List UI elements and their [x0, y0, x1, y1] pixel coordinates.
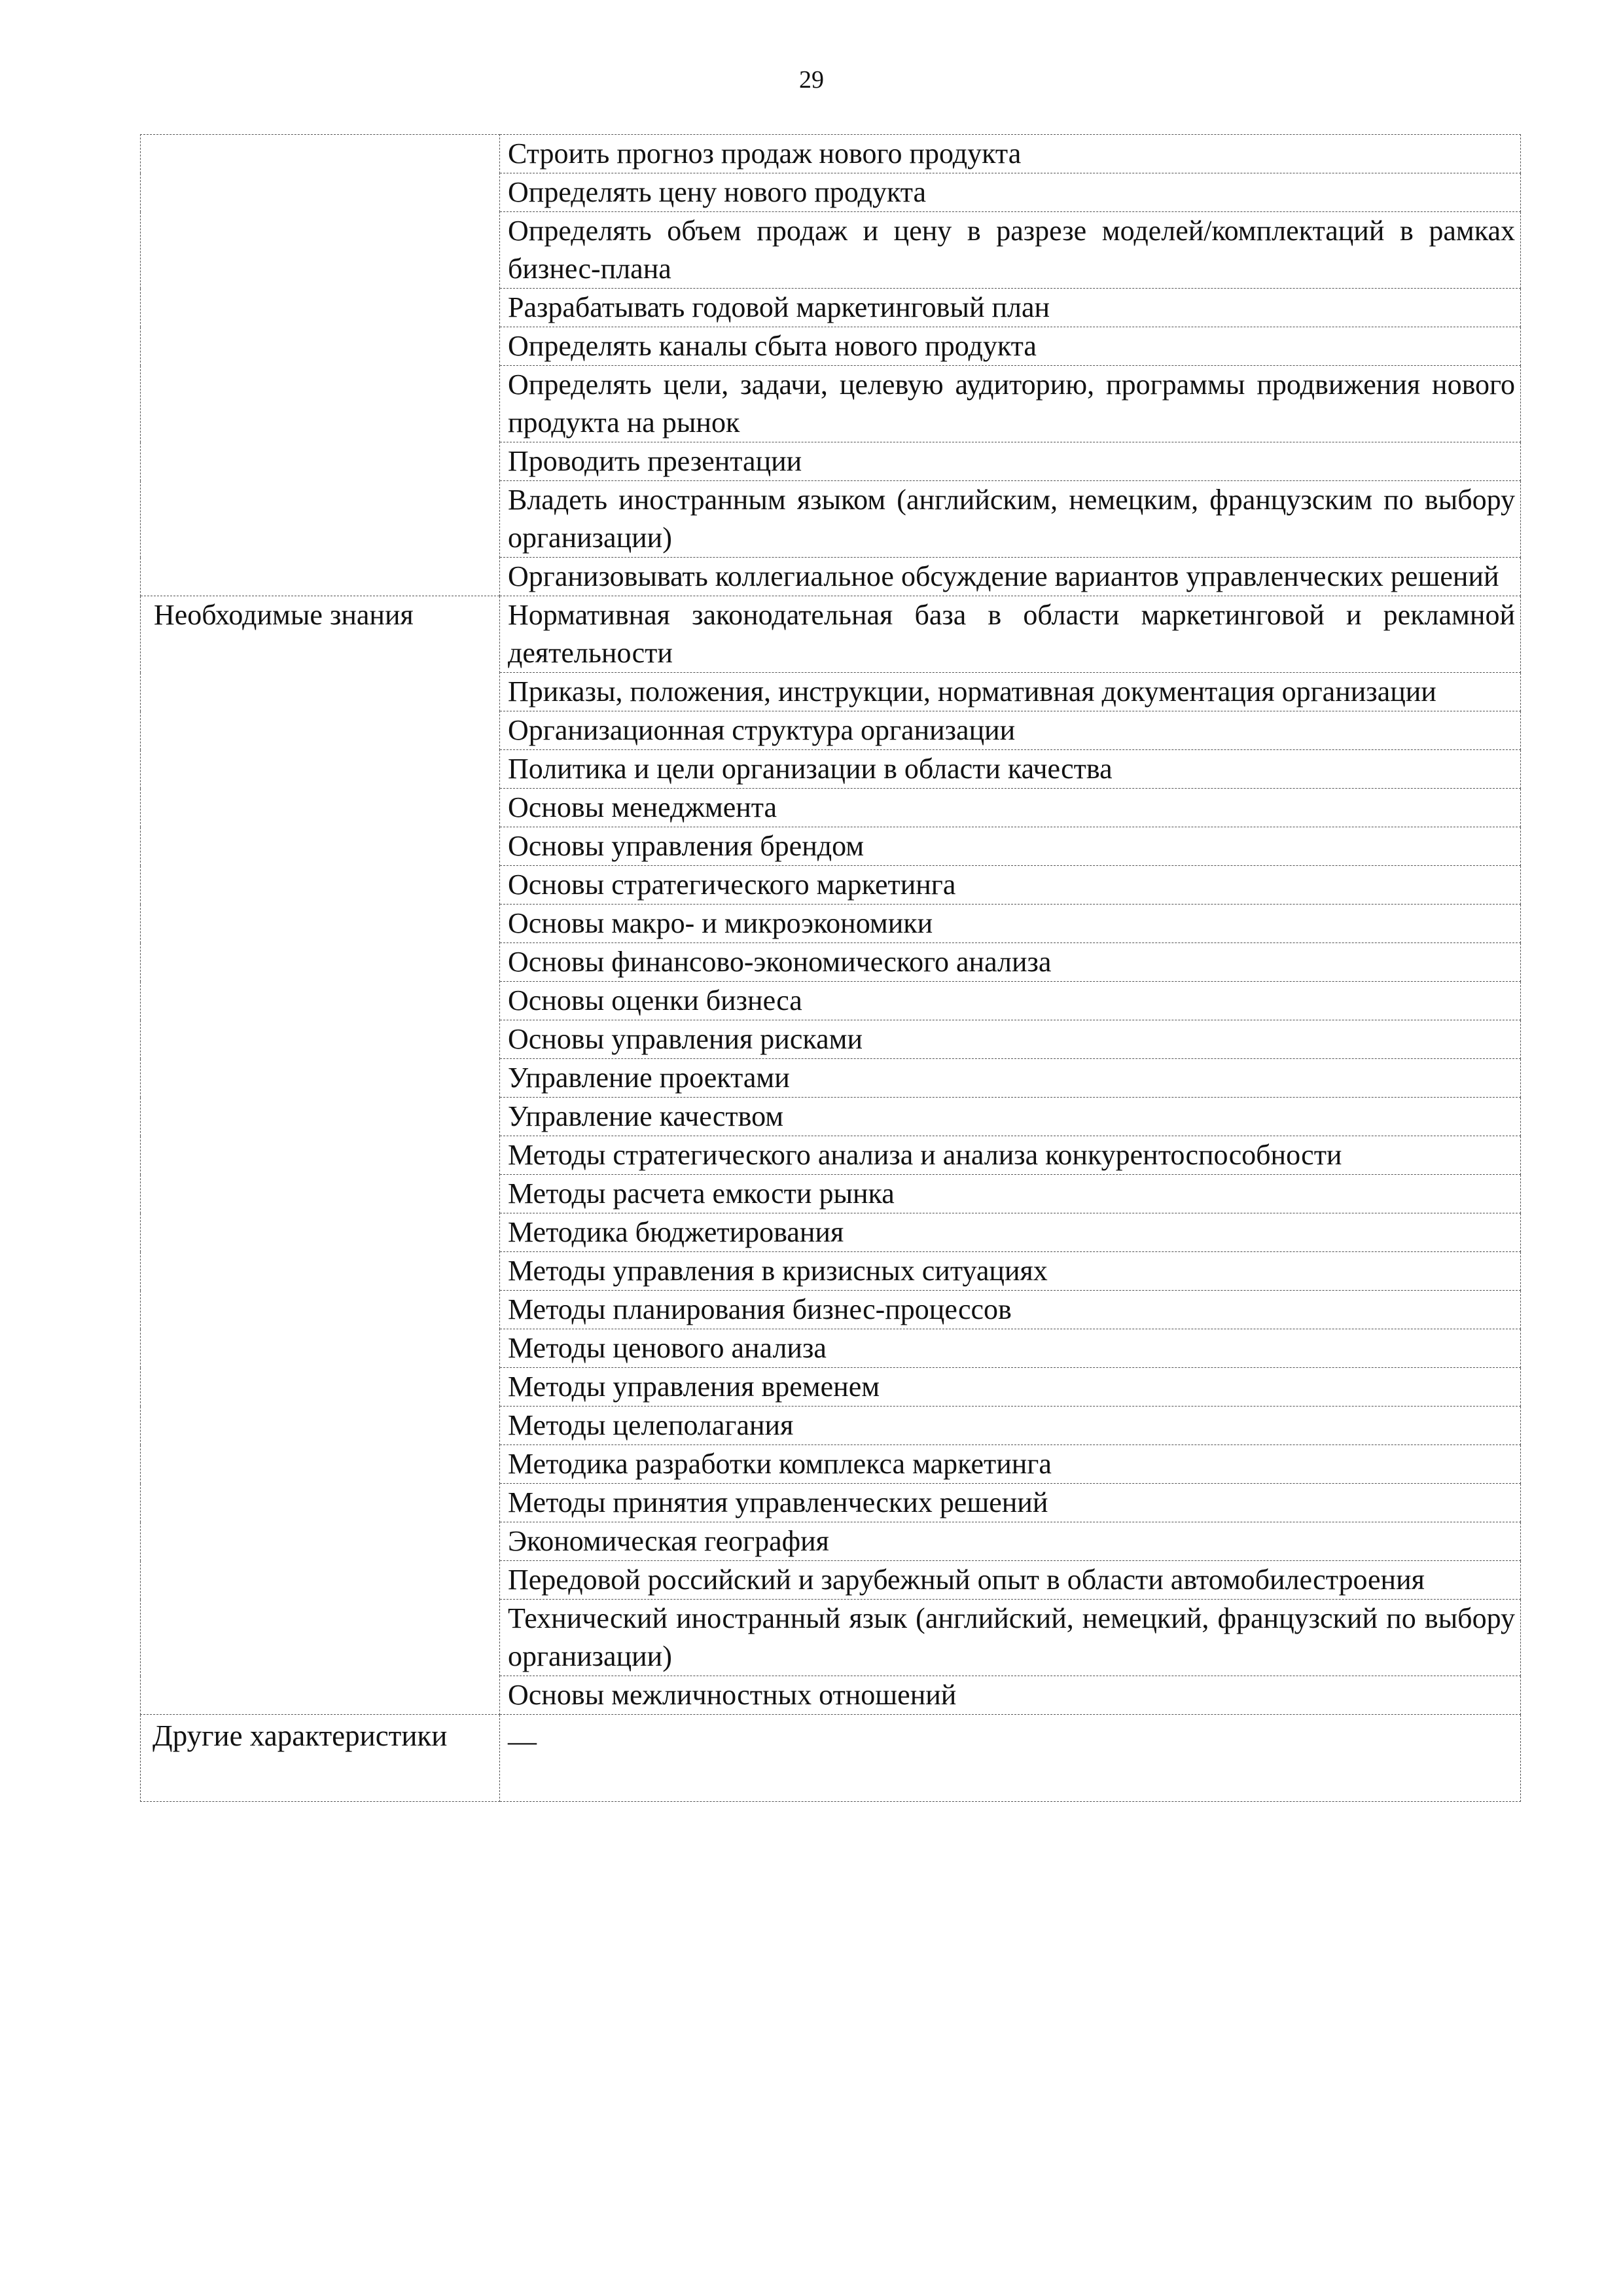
knowledge-item: Методы ценового анализа [500, 1329, 1521, 1368]
skills-label-cell [141, 135, 500, 596]
knowledge-item: Методы стратегического анализа и анализа конкурентоспособности [500, 1136, 1521, 1175]
skill-item: Проводить презентации [500, 442, 1521, 481]
knowledge-item: Технический иностранный язык (английский, немецкий, французский по выбору организации) [500, 1600, 1521, 1676]
knowledge-item: Методы целеполагания [500, 1407, 1521, 1445]
knowledge-item: Основы управления брендом [500, 827, 1521, 866]
knowledge-item: Приказы, положения, инструкции, нормативная документация организации [500, 673, 1521, 711]
knowledge-item: Основы управления рисками [500, 1020, 1521, 1059]
knowledge-item: Управление качеством [500, 1098, 1521, 1136]
knowledge-item: Методы расчета емкости рынка [500, 1175, 1521, 1213]
knowledge-item: Основы финансово-экономического анализа [500, 943, 1521, 982]
other-characteristics-value: — [500, 1715, 1521, 1802]
other-characteristics-label: Другие характеристики [141, 1715, 500, 1802]
knowledge-item: Методы управления временем [500, 1368, 1521, 1407]
knowledge-item: Методы планирования бизнес-процессов [500, 1291, 1521, 1329]
skill-item: Организовывать коллегиальное обсуждение вариантов управленческих решений [500, 558, 1521, 596]
table-row [141, 135, 1521, 173]
knowledge-item: Методы принятия управленческих решений [500, 1484, 1521, 1522]
knowledge-item: Основы межличностных отношений [500, 1676, 1521, 1715]
knowledge-item: Основы стратегического маркетинга [500, 866, 1521, 905]
skill-item: Определять цели, задачи, целевую аудиторию, программы продвижения нового продукта на рынок [500, 366, 1521, 442]
knowledge-item: Экономическая география [500, 1522, 1521, 1561]
knowledge-item: Управление проектами [500, 1059, 1521, 1098]
knowledge-item: Основы менеджмента [500, 789, 1521, 827]
qualification-table [140, 134, 1521, 1802]
table-row [141, 1715, 1521, 1802]
knowledge-item: Передовой российский и зарубежный опыт в области автомобилестроения [500, 1561, 1521, 1600]
knowledge-item: Методика бюджетирования [500, 1213, 1521, 1252]
skill-item: Владеть иностранным языком (английским, немецким, французским по выбору организации) [500, 481, 1521, 558]
knowledge-item: Основы оценки бизнеса [500, 982, 1521, 1020]
knowledge-item: Организационная структура организации [500, 711, 1521, 750]
knowledge-item: Политика и цели организации в области качества [500, 750, 1521, 789]
knowledge-item: Основы макро- и микроэкономики [500, 905, 1521, 943]
knowledge-item: Методика разработки комплекса маркетинга [500, 1445, 1521, 1484]
page-number: 29 [799, 66, 824, 94]
skill-item: Строить прогноз продаж нового продукта [500, 135, 1521, 173]
knowledge-label: Необходимые знания [141, 596, 500, 1715]
skill-item: Определять объем продаж и цену в разрезе моделей/комплектаций в рамках бизнес-плана [500, 212, 1521, 289]
skill-item: Разрабатывать годовой маркетинговый план [500, 289, 1521, 327]
skill-item: Определять каналы сбыта нового продукта [500, 327, 1521, 366]
table-row [141, 596, 1521, 673]
knowledge-item: Нормативная законодательная база в области маркетинговой и рекламной деятельности [500, 596, 1521, 673]
knowledge-item: Методы управления в кризисных ситуациях [500, 1252, 1521, 1291]
skill-item: Определять цену нового продукта [500, 173, 1521, 212]
